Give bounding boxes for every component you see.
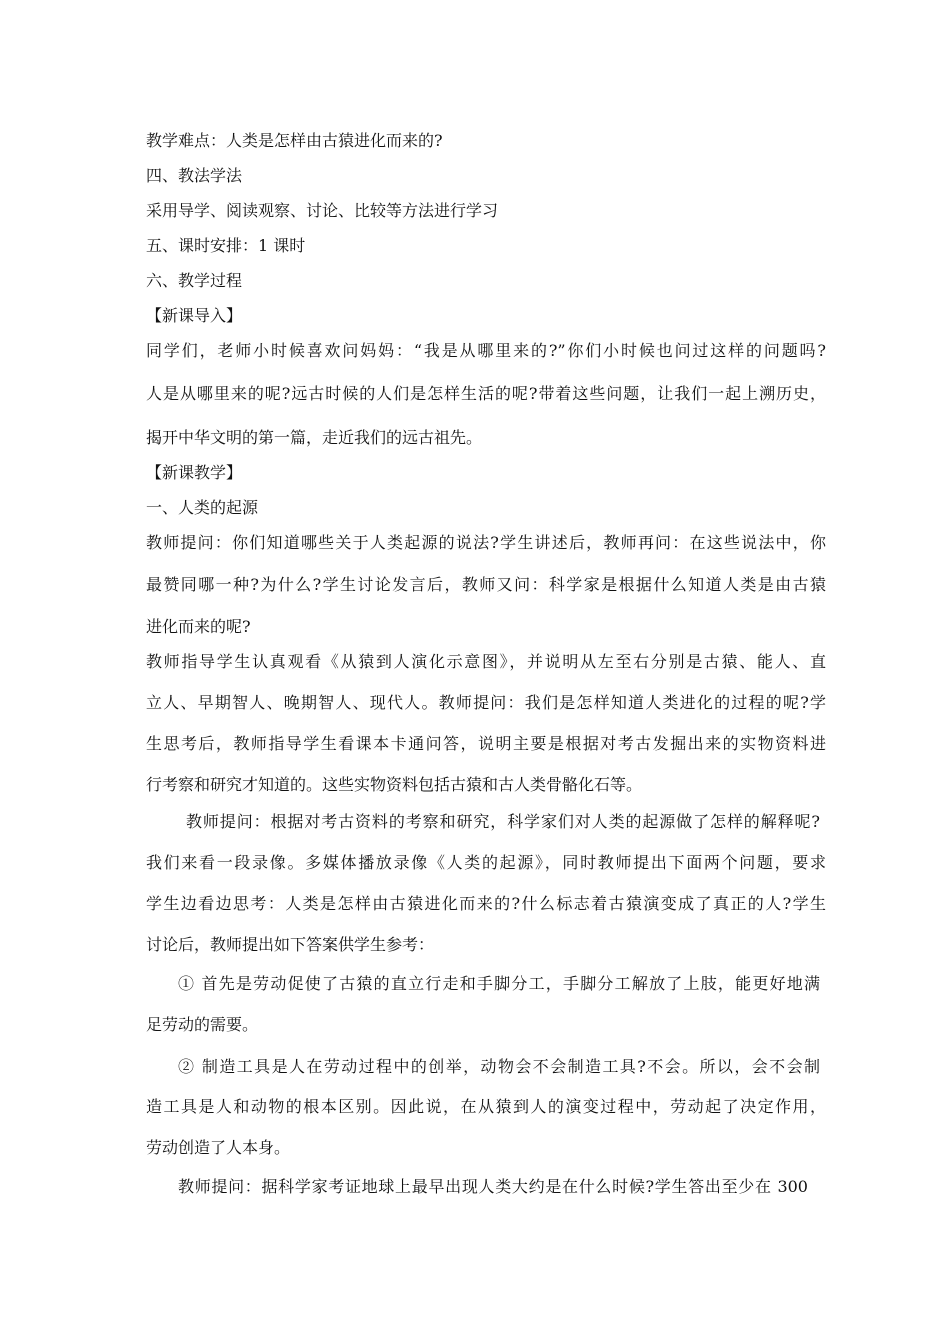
text-line-28: 教师提问：据科学家考证地球上最早出现人类大约是在什么时候?学生答出至少在 300 — [178, 1177, 808, 1196]
text-line-11: 一、人类的起源 — [146, 498, 259, 517]
text-line-25: ② 制造工具是人在劳动过程中的创举，动物会不会制造工具?不会。所以，会不会制 — [178, 1057, 820, 1076]
text-line-21: 学生边看边思考：人类是怎样由古猿进化而来的?什么标志着古猿演变成了真正的人?学生 — [146, 894, 826, 913]
text-line-27: 劳动创造了人本身。 — [146, 1138, 291, 1157]
text-line-7: 同学们，老师小时候喜欢问妈妈：“我是从哪里来的?”你们小时候也问过这样的问题吗? — [146, 341, 826, 360]
text-line-13: 最赞同哪一种?为什么?学生讨论发言后，教师又问：科学家是根据什么知道人类是由古猿 — [146, 575, 826, 594]
text-line-22: 讨论后，教师提出如下答案供学生参考： — [146, 935, 435, 954]
text-line-24: 足劳动的需要。 — [146, 1015, 259, 1034]
text-line-14: 进化而来的呢? — [146, 617, 251, 636]
text-line-9: 揭开中华文明的第一篇，走近我们的远古祖先。 — [146, 428, 483, 447]
text-line-8: 人是从哪里来的呢?远古时候的人们是怎样生活的呢?带着这些问题，让我们一起上溯历史， — [146, 384, 826, 403]
text-line-4: 五、课时安排：1 课时 — [146, 236, 306, 255]
text-line-26: 造工具是人和动物的根本区别。因此说，在从猿到人的演变过程中，劳动起了决定作用， — [146, 1097, 826, 1116]
text-line-2: 四、教法学法 — [146, 166, 243, 185]
text-line-20: 我们来看一段录像。多媒体播放录像《人类的起源》，同时教师提出下面两个问题，要求 — [146, 853, 826, 872]
section-heading-new-lesson-intro: 【新课导入】 — [146, 306, 243, 325]
section-heading-new-lesson-teaching: 【新课教学】 — [146, 463, 243, 482]
text-line-19: 教师提问：根据对考古资料的考察和研究，科学家们对人类的起源做了怎样的解释呢? — [186, 812, 820, 831]
text-line-15: 教师指导学生认真观看《从猿到人演化示意图》，并说明从左至右分别是古猿、能人、直 — [146, 652, 826, 671]
text-line-18: 行考察和研究才知道的。这些实物资料包括古猿和古人类骨骼化石等。 — [146, 775, 643, 794]
text-line-1: 教学难点：人类是怎样由古猿进化而来的? — [146, 131, 443, 150]
text-line-12: 教师提问：你们知道哪些关于人类起源的说法?学生讲述后，教师再问：在这些说法中，你 — [146, 533, 826, 552]
text-line-16: 立人、早期智人、晚期智人、现代人。教师提问：我们是怎样知道人类进化的过程的呢?学 — [146, 693, 826, 712]
text-line-3: 采用导学、阅读观察、讨论、比较等方法进行学习 — [146, 201, 499, 220]
text-line-17: 生思考后，教师指导学生看课本卡通问答，说明主要是根据对考古发掘出来的实物资料进 — [146, 734, 826, 753]
text-line-23: ① 首先是劳动促使了古猿的直立行走和手脚分工，手脚分工解放了上肢，能更好地满 — [178, 974, 820, 993]
text-line-5: 六、教学过程 — [146, 271, 243, 290]
